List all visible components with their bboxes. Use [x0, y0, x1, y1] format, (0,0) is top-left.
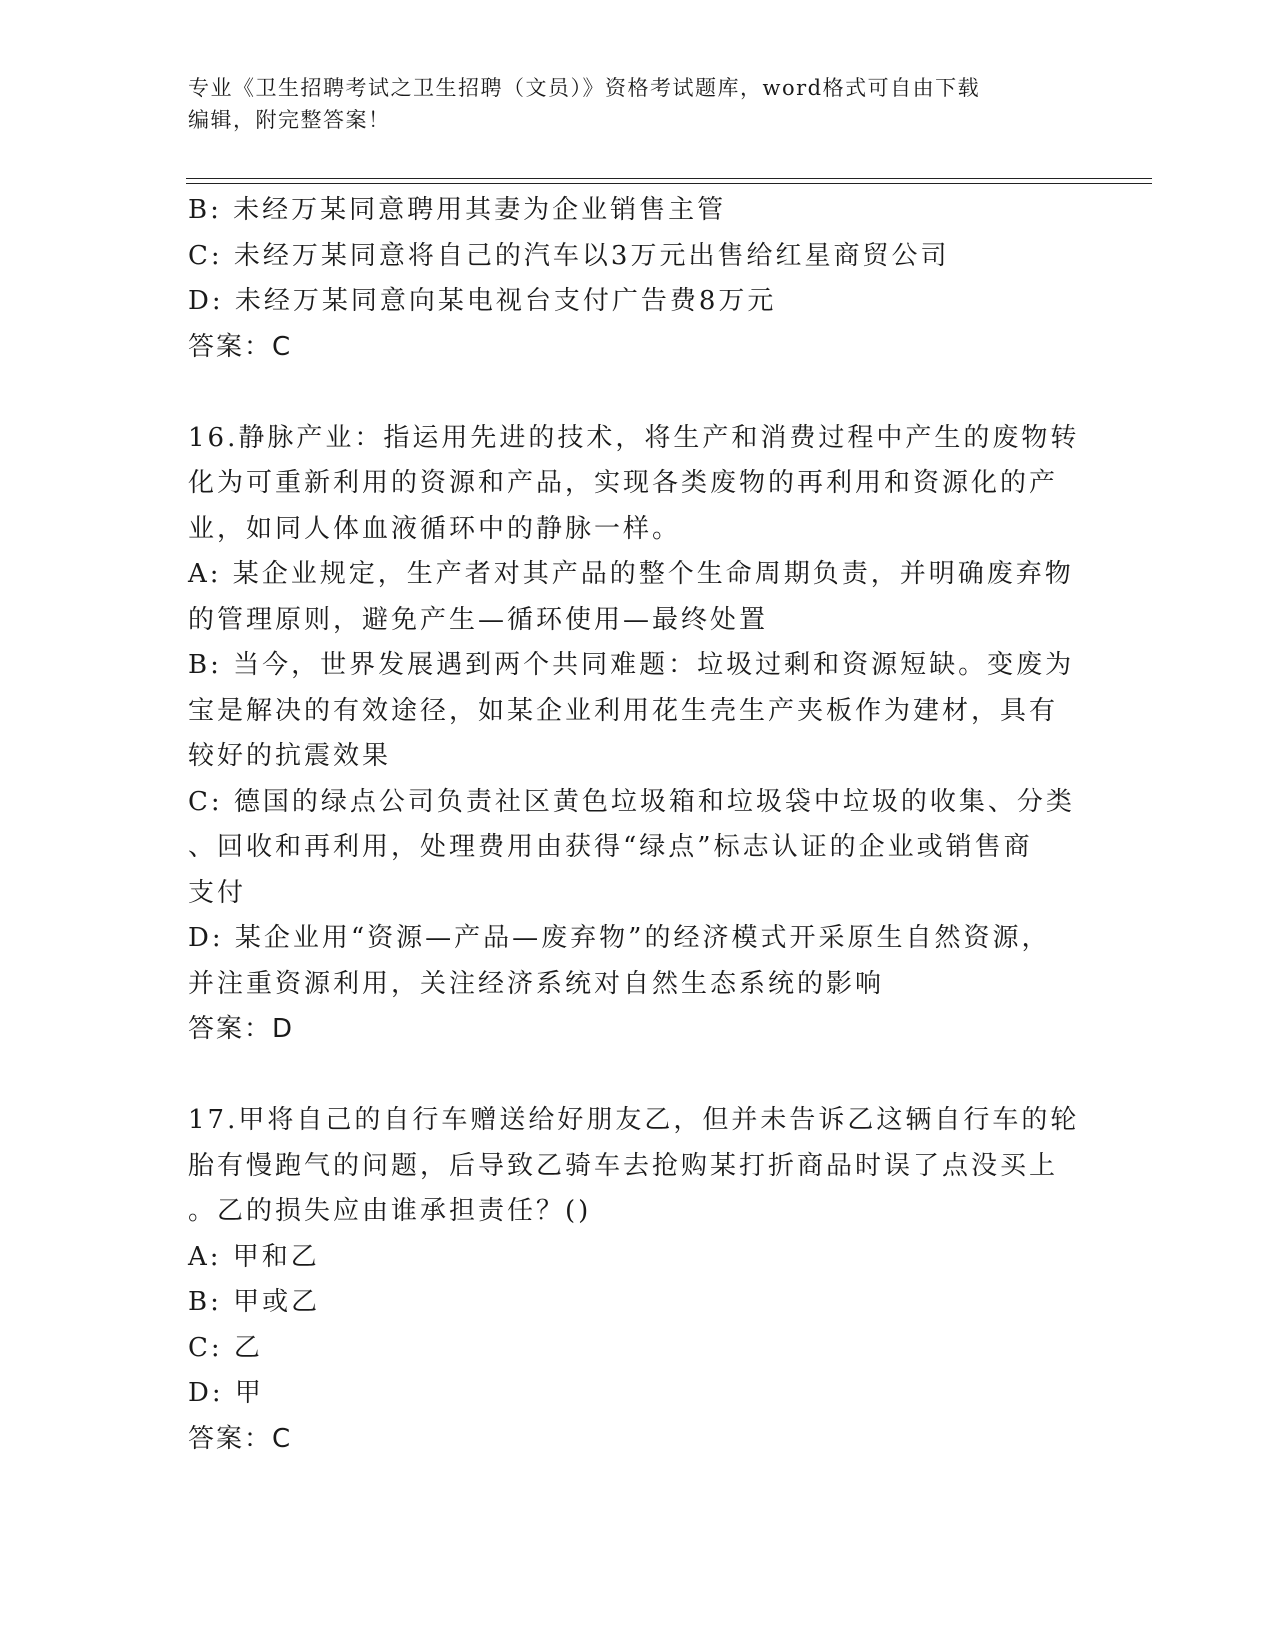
- document-body: [188, 188, 1088, 1462]
- q16-option-d-line-2: 并注重资源利用，关注经济系统对自然生态系统的影响: [188, 968, 885, 999]
- q16-option-c-line-3: 支付: [188, 877, 247, 908]
- q15-option-b: B: 未经万某同意聘用其妻为企业销售主管: [188, 195, 727, 225]
- q17-stem-line-2: 胎有慢跑气的问题，后导致乙骑车去抢购某打折商品时误了点没买上: [188, 1150, 1059, 1181]
- q16-option-d-line-1: D: 某企业用“资源—产品—废弃物”的经济模式开采原生自然资源，: [188, 923, 1051, 953]
- header-line-2: 编辑，附完整答案！: [188, 108, 391, 132]
- q16-answer: 答案：D: [188, 1014, 295, 1044]
- spacer: [188, 1053, 1088, 1099]
- question-17: [188, 1098, 1088, 1462]
- q16-option-a-line-1: A: 某企业规定，生产者对其产品的整个生命周期负责，并明确废弃物: [188, 559, 1074, 589]
- q16-stem-line-1: 16.静脉产业：指运用先进的技术，将生产和消费过程中产生的废物转: [188, 422, 1080, 453]
- q17-option-b: B: 甲或乙: [188, 1287, 321, 1317]
- q17-option-c: C: 乙: [188, 1332, 263, 1363]
- q16-option-a-line-2: 的管理原则，避免产生—循环使用—最终处置: [188, 604, 769, 635]
- q16-stem-line-3: 业，如同人体血液循环中的静脉一样。: [188, 513, 682, 544]
- header-line-1: 专业《卫生招聘考试之卫生招聘（文员）》资格考试题库，word格式可自由下载: [188, 76, 981, 100]
- q17-option-d: D: 甲: [188, 1378, 264, 1408]
- header-divider-bottom: [186, 183, 1152, 184]
- header-divider-top: [186, 178, 1152, 179]
- q17-stem-line-1: 17.甲将自己的自行车赠送给好朋友乙，但并未告诉乙这辆自行车的轮: [188, 1105, 1080, 1135]
- spacer: [188, 370, 1088, 416]
- q17-option-a: A: 甲和乙: [188, 1241, 320, 1272]
- q16-option-b-line-1: B: 当今，世界发展遇到两个共同难题：垃圾过剩和资源短缺。变废为: [188, 650, 1075, 680]
- q15-option-d: D: 未经万某同意向某电视台支付广告费8万元: [188, 286, 777, 316]
- q15-answer: 答案：C: [188, 331, 293, 362]
- q17-answer: 答案：C: [188, 1423, 293, 1454]
- q17-stem-line-3: 。乙的损失应由谁承担责任？(): [188, 1196, 592, 1226]
- question-16: [188, 416, 1088, 1053]
- question-15: [188, 188, 1088, 370]
- q16-option-c-line-2: 、回收和再利用，处理费用由获得“绿点”标志认证的企业或销售商: [188, 832, 1033, 862]
- q16-option-b-line-3: 较好的抗震效果: [188, 741, 392, 771]
- q15-option-c: C: 未经万某同意将自己的汽车以3万元出售给红星商贸公司: [188, 240, 950, 271]
- q16-option-c-line-1: C: 德国的绿点公司负责社区黄色垃圾箱和垃圾袋中垃圾的收集、分类: [188, 786, 1075, 817]
- q16-stem-line-2: 化为可重新利用的资源和产品，实现各类废物的再利用和资源化的产: [188, 468, 1059, 498]
- document-header: [188, 72, 1068, 136]
- q16-option-b-line-2: 宝是解决的有效途径，如某企业利用花生壳生产夹板作为建材，具有: [188, 695, 1059, 726]
